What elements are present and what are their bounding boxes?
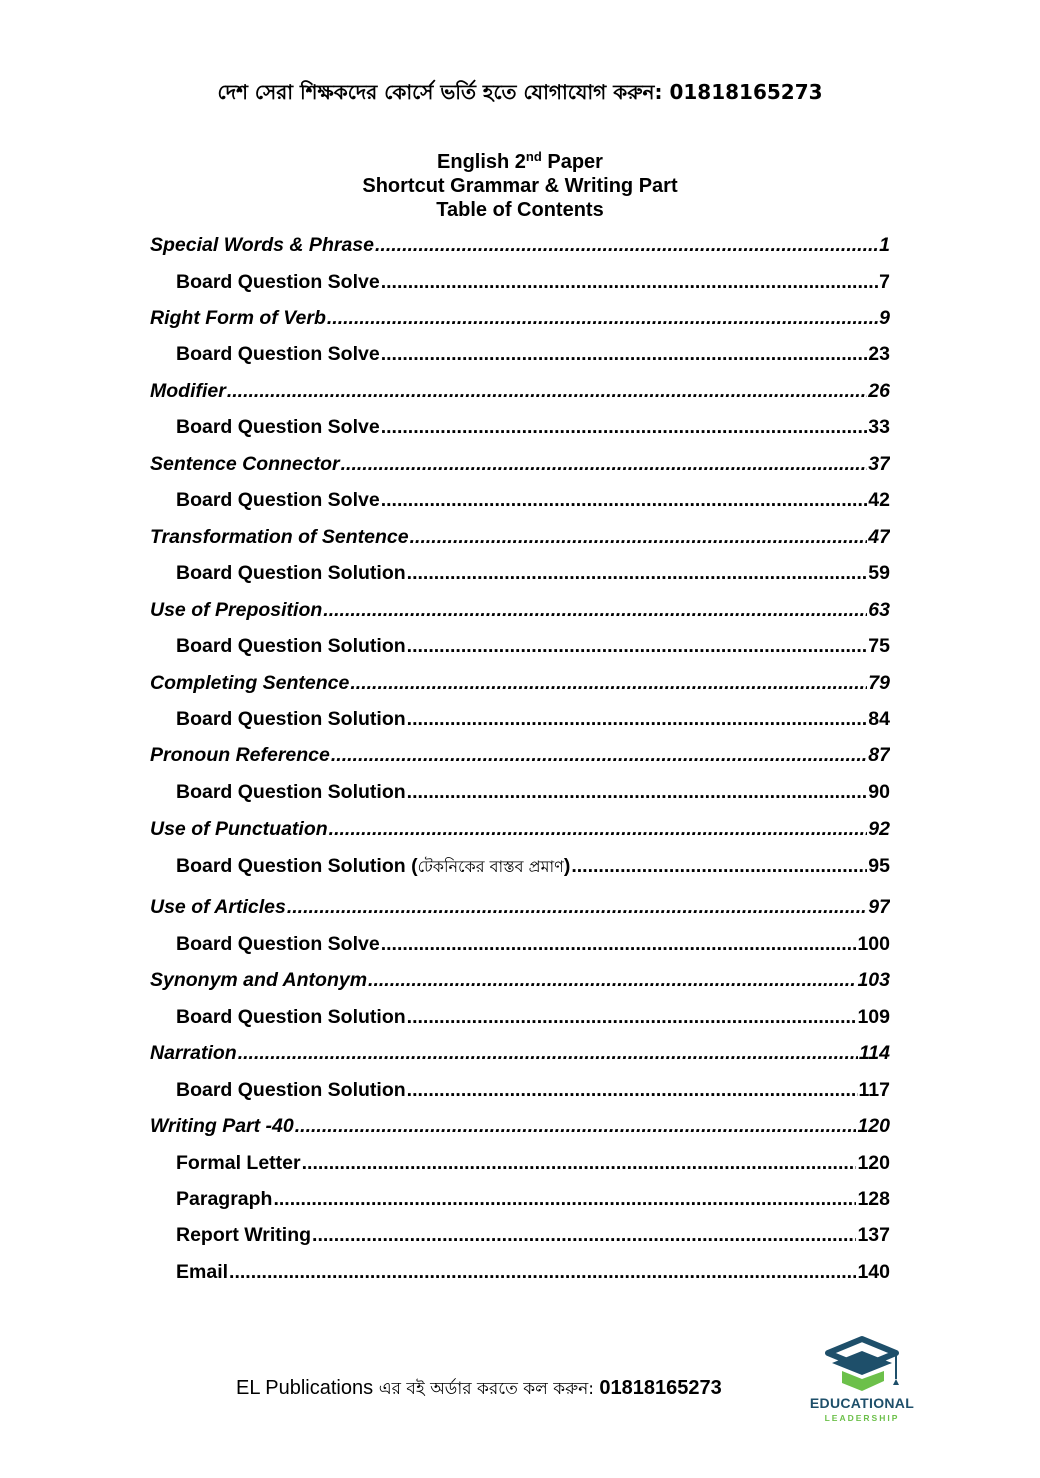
- toc-subsection-entry[interactable]: [176, 1079, 890, 1105]
- toc-dot-leader: [407, 1006, 857, 1029]
- toc-dot-leader: [407, 635, 868, 658]
- toc-entry-label: [176, 489, 380, 512]
- toc-section-entry[interactable]: [150, 526, 890, 552]
- toc-entry-label-text: Pronoun Reference: [150, 744, 330, 766]
- toc-entry-label-bengali: টেকনিকের বাস্তব প্রমাণ: [417, 857, 564, 876]
- toc-dot-leader: [229, 1261, 856, 1284]
- toc-entry-label: [150, 599, 322, 622]
- toc-entry-label: [176, 416, 380, 439]
- toc-dot-leader: [407, 1079, 858, 1102]
- toc-entry-label-text: Board Question Solve: [176, 416, 380, 438]
- toc-page-number: 37: [868, 453, 890, 475]
- toc-entry-label: [176, 708, 406, 731]
- toc-subsection-entry[interactable]: [176, 416, 890, 442]
- toc-entry-label: [176, 562, 406, 585]
- toc-page-number: 140: [857, 1261, 890, 1283]
- toc-entry-label: [150, 672, 349, 695]
- toc-page-number: 100: [857, 933, 890, 955]
- toc-section-entry[interactable]: [150, 672, 890, 698]
- toc-entry-label-text: Completing Sentence: [150, 672, 350, 694]
- toc-page-number: 63: [868, 599, 890, 621]
- toc-dot-leader: [407, 562, 868, 585]
- toc-entry-label-text: Board Question Solution: [176, 1006, 406, 1028]
- toc-dot-leader: [381, 343, 868, 366]
- toc-entry-label: [176, 854, 570, 880]
- toc-section-entry[interactable]: [150, 380, 890, 406]
- toc-subsection-entry[interactable]: [176, 489, 890, 515]
- toc-entry-label: [176, 343, 380, 366]
- toc-subsection-entry[interactable]: [176, 854, 890, 880]
- el-logo-icon: [800, 1335, 924, 1397]
- toc-entry-label-text: Narration: [150, 1042, 237, 1064]
- toc-entry-label-end: ): [563, 855, 571, 877]
- toc-dot-leader: [381, 489, 868, 512]
- toc-section-entry[interactable]: [150, 744, 890, 770]
- toc-entry-label: [150, 744, 330, 767]
- toc-subsection-entry[interactable]: [176, 562, 890, 588]
- toc-entry-label-text: Writing Part -40: [150, 1115, 294, 1137]
- toc-entry-label-text: Special Words & Phrase: [150, 234, 374, 256]
- toc-entry-label-text: Board Question Solve: [176, 343, 380, 365]
- toc-dot-leader: [381, 271, 878, 294]
- toc-page-number: 42: [868, 489, 890, 511]
- toc-entry-label: [176, 781, 406, 804]
- toc-dot-leader: [368, 969, 856, 992]
- document-title: [0, 150, 1040, 222]
- toc-section-entry[interactable]: [150, 453, 890, 479]
- toc-entry-label-text: Email: [176, 1261, 229, 1283]
- toc-page-number: 87: [868, 744, 890, 766]
- toc-entry-label: [150, 896, 286, 919]
- toc-page-number: 26: [868, 380, 890, 402]
- toc-entry-label-text: Board Question Solution: [176, 635, 406, 657]
- toc-subsection-entry[interactable]: [176, 635, 890, 661]
- toc-entry-label: [150, 380, 226, 403]
- logo-text-educational: EDUCATIONAL: [809, 1395, 915, 1411]
- toc-page-number: 109: [857, 1006, 890, 1028]
- toc-subsection-entry[interactable]: [176, 1188, 890, 1214]
- toc-entry-label-text: Sentence Connector: [150, 453, 340, 475]
- toc-page-number: 117: [858, 1079, 890, 1101]
- toc-dot-leader: [327, 307, 878, 330]
- toc-page-number: 114: [858, 1042, 890, 1064]
- toc-subsection-entry[interactable]: [176, 933, 890, 959]
- toc-dot-leader: [312, 1224, 856, 1247]
- toc-page-number: 84: [868, 708, 890, 730]
- toc-entry-label-text: Right Form of Verb: [150, 307, 326, 329]
- header-text: দেশ সেরা শিক্ষকদের কোর্সে ভর্তি হতে যোগাযোগ করুন: 01818165273: [217, 80, 823, 104]
- toc-dot-leader: [407, 781, 868, 804]
- toc-page-number: 120: [857, 1115, 890, 1137]
- toc-subsection-entry[interactable]: [176, 1224, 890, 1250]
- toc-subsection-entry[interactable]: [176, 781, 890, 807]
- title-line-3: Table of Contents: [436, 199, 604, 221]
- toc-section-entry[interactable]: [150, 599, 890, 625]
- toc-page-number: 33: [868, 416, 890, 438]
- toc-entry-label-text: Board Question Solution: [176, 1079, 406, 1101]
- footer-bengali-text: এর বই অর্ডার করতে কল করুন:: [378, 1379, 600, 1399]
- toc-entry-label: [176, 1261, 228, 1284]
- toc-entry-label-text: Transformation of Sentence: [150, 526, 409, 548]
- toc-subsection-entry[interactable]: [176, 708, 890, 734]
- page-footer: [236, 1376, 722, 1404]
- toc-page-number: 90: [868, 781, 890, 803]
- toc-section-entry[interactable]: [150, 1115, 890, 1141]
- title-line-1: [0, 150, 1040, 174]
- toc-entry-label-text: Paragraph: [176, 1188, 273, 1210]
- toc-dot-leader: [381, 933, 857, 956]
- toc-dot-leader: [227, 380, 867, 403]
- toc-entry-label: [176, 1006, 406, 1029]
- toc-page-number: 1: [879, 234, 890, 256]
- toc-entry-label-text: Modifier: [150, 380, 226, 402]
- title-line-1-suffix: Paper: [541, 151, 603, 173]
- toc-dot-leader: [375, 234, 878, 257]
- toc-entry-label: [150, 969, 367, 992]
- toc-page-number: 47: [868, 526, 890, 548]
- logo-text-leadership: LEADERSHIP: [824, 1413, 900, 1423]
- toc-dot-leader: [331, 744, 867, 767]
- toc-dot-leader: [381, 416, 868, 439]
- toc-subsection-entry[interactable]: [176, 1006, 890, 1032]
- toc-page-number: 128: [857, 1188, 890, 1210]
- toc-page-number: 120: [857, 1152, 890, 1174]
- footer-prefix: EL Publications: [236, 1377, 379, 1399]
- page-header-contact: [0, 78, 1040, 111]
- toc-section-entry[interactable]: [150, 1042, 890, 1068]
- toc-entry-label: [176, 271, 380, 294]
- toc-section-entry[interactable]: [150, 896, 890, 922]
- toc-page-number: 79: [868, 672, 890, 694]
- toc-entry-label-text: Report Writing: [176, 1224, 312, 1246]
- toc-entry-label-text: Synonym and Antonym: [150, 969, 368, 991]
- toc-page-number: 137: [857, 1224, 890, 1246]
- toc-subsection-entry[interactable]: [176, 1152, 890, 1178]
- title-line-1-sup: nd: [525, 149, 542, 164]
- toc-dot-leader: [350, 672, 867, 695]
- toc-entry-label: [150, 234, 374, 257]
- toc-page-number: 95: [868, 855, 890, 877]
- toc-section-entry[interactable]: [150, 969, 890, 995]
- toc-subsection-entry[interactable]: [176, 1261, 890, 1287]
- toc-entry-label: [150, 526, 409, 549]
- toc-page-number: 59: [868, 562, 890, 584]
- toc-entry-label: [150, 1042, 237, 1065]
- title-line-2: Shortcut Grammar & Writing Part: [362, 175, 678, 197]
- toc-entry-label-text: Board Question Solution: [176, 562, 406, 584]
- toc-entry-label-text: Use of Articles: [150, 896, 286, 918]
- toc-dot-leader: [295, 1115, 857, 1138]
- toc-page-number: 7: [879, 271, 890, 293]
- educational-leadership-logo: [800, 1335, 924, 1435]
- toc-subsection-entry[interactable]: [176, 271, 890, 297]
- toc-page-number: 97: [868, 896, 890, 918]
- toc-entry-label-text: Board Question Solve: [176, 271, 380, 293]
- toc-page-number: 92: [868, 818, 890, 840]
- toc-entry-label: [176, 1224, 311, 1247]
- toc-entry-label: [150, 1115, 294, 1138]
- toc-dot-leader: [323, 599, 867, 622]
- toc-dot-leader: [302, 1152, 857, 1175]
- toc-page-number: 9: [879, 307, 890, 329]
- toc-entry-label: [176, 1188, 272, 1211]
- toc-section-entry[interactable]: [150, 818, 890, 844]
- toc-page-number: 23: [868, 343, 890, 365]
- toc-dot-leader: [238, 1042, 858, 1065]
- toc-page-number: 103: [857, 969, 890, 991]
- toc-entry-label-text: Use of Punctuation: [150, 818, 328, 840]
- toc-entry-label: [150, 307, 326, 330]
- toc-entry-label: [150, 453, 340, 476]
- toc-entry-label-text: Board Question Solution: [176, 708, 406, 730]
- toc-entry-label-text: Board Question Solve: [176, 933, 380, 955]
- toc-dot-leader: [341, 453, 868, 476]
- toc-entry-label-text: Use of Preposition: [150, 599, 323, 621]
- toc-entry-label-text: Formal Letter: [176, 1152, 301, 1174]
- toc-section-entry[interactable]: [150, 307, 890, 333]
- toc-dot-leader: [571, 855, 867, 878]
- toc-entry-label: [176, 635, 406, 658]
- toc-dot-leader: [287, 896, 867, 919]
- toc-subsection-entry[interactable]: [176, 343, 890, 369]
- toc-entry-label: [176, 933, 380, 956]
- toc-dot-leader: [273, 1188, 856, 1211]
- toc-section-entry[interactable]: [150, 234, 890, 260]
- title-line-1-prefix: English 2: [437, 151, 526, 173]
- toc-dot-leader: [410, 526, 868, 549]
- toc-entry-label: [150, 818, 328, 841]
- toc-dot-leader: [329, 818, 868, 841]
- toc-entry-label-text: Board Question Solve: [176, 489, 380, 511]
- toc-entry-label-text: Board Question Solution (: [176, 855, 418, 877]
- toc-entry-label-text: Board Question Solution: [176, 781, 406, 803]
- footer-phone: 01818165273: [599, 1377, 722, 1399]
- toc-dot-leader: [407, 708, 868, 731]
- toc-entry-label: [176, 1079, 406, 1102]
- toc-entry-label: [176, 1152, 301, 1175]
- toc-page-number: 75: [868, 635, 890, 657]
